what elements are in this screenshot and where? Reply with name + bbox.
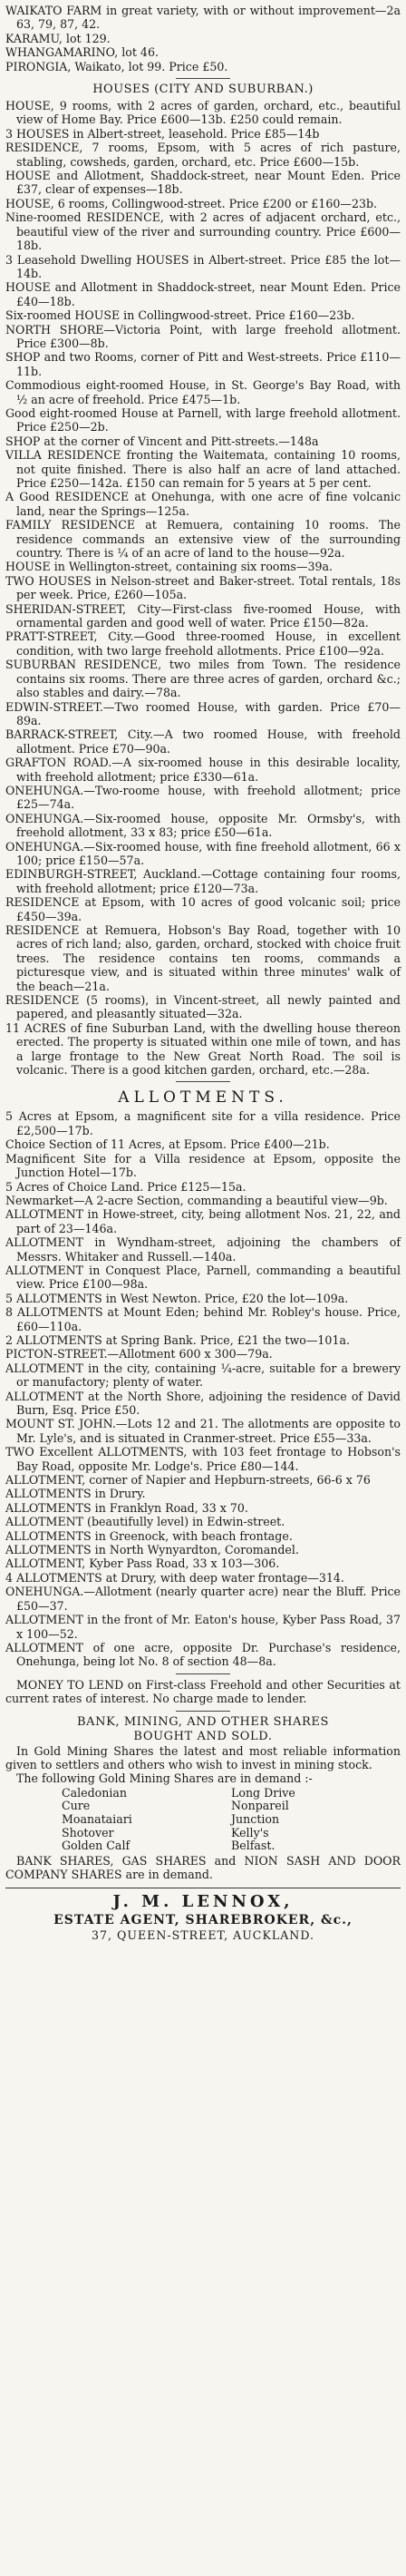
mine-name: Long Drive bbox=[231, 1785, 295, 1800]
list-item: A Good RESIDENCE at Onehunga, with one acre of fine volcanic land, near the Springs—125a. bbox=[5, 490, 401, 518]
list-item: ALLOTMENT, corner of Napier and Hepburn-streets, 66-6 x 76 bbox=[5, 1473, 371, 1488]
divider bbox=[176, 78, 230, 79]
list-item: Good eight-roomed House at Parnell, with large freehold allotment. Price £250—2b. bbox=[5, 405, 401, 434]
agent-address: 37, QUEEN-STREET, AUCKLAND. bbox=[92, 1927, 314, 1942]
list-item: RESIDENCE at Epsom, with 10 acres of good volcanic soil; price £450—39a. bbox=[5, 895, 401, 923]
list-item: PRATT-STREET, City.—Good three-roomed House, in excellent condition, with two large freehold allotments. Price £100—92a. bbox=[5, 629, 401, 658]
list-item: 4 ALLOTMENTS at Drury, with deep water frontage—314. bbox=[5, 1570, 344, 1585]
agent-title: ESTATE AGENT, SHAREBROKER, &c., bbox=[53, 1912, 353, 1927]
list-item: ONEHUNGA.—Six-roomed house, with fine freehold allotment, 66 x 100; price £150—57a. bbox=[5, 839, 401, 867]
list-item: RESIDENCE, 7 rooms, Epsom, with 5 acres of rich pasture, stabling, cowsheds, garden, orchard, etc. Price £600—15b. bbox=[5, 141, 401, 169]
mine-name: Kelly's bbox=[231, 1825, 269, 1839]
list-item: HOUSE, 6 rooms, Collingwood-street. Price £200 or £160—23b. bbox=[5, 196, 378, 210]
mine-name: Nonpareil bbox=[231, 1799, 289, 1813]
list-item: ALLOTMENT in Wyndham-street, adjoining the chambers of Messrs. Whitaker and Russell.—140a. bbox=[5, 1235, 401, 1264]
shares-heading: BANK, MINING, AND OTHER SHARES bbox=[76, 1714, 330, 1729]
list-item: RESIDENCE (5 rooms), in Vincent-street, all newly painted and papered, and pleasantly situated—32a. bbox=[5, 993, 401, 1021]
list-item: VILLA RESIDENCE fronting the Waitemata, containing 10 rooms, not quite finished. There is also half an acre of land attached. Price £250—142a. £150 can remain for 5 years at 5 per cent. bbox=[5, 448, 401, 490]
allotments-list bbox=[5, 1109, 401, 1668]
divider bbox=[176, 1673, 230, 1674]
list-item: WAIKATO FARM in great variety, with or without improvement—2a 63, 79, 87, 42. bbox=[5, 4, 401, 32]
list-item: ONEHUNGA.—Allotment (nearly quarter acre) near the Bluff. Price £50—37. bbox=[5, 1585, 401, 1613]
list-item: ALLOTMENT (beautifully level) in Edwin-street. bbox=[5, 1515, 285, 1529]
list-item: EDINBURGH-STREET, Auckland.—Cottage containing four rooms, with freehold allotment; price £120—73a. bbox=[5, 867, 401, 895]
list-item: TWO HOUSES in Nelson-street and Baker-street. Total rentals, 18s per week. Price, £260—105a. bbox=[5, 573, 401, 602]
list-item: HOUSE and Allotment in Shaddock-street, near Mount Eden. Price £40—18b. bbox=[5, 280, 401, 308]
list-item: BARRACK-STREET, City.—A two roomed House, with freehold allotment. Price £70—90a. bbox=[5, 727, 401, 756]
list-item: ALLOTMENT in the city, containing ¼-acre, suitable for a brewery or manufactory; plenty of water. bbox=[5, 1361, 401, 1390]
shares-subheading: BOUGHT AND SOLD. bbox=[133, 1729, 273, 1743]
list-item: HOUSE and Allotment, Shaddock-street, near Mount Eden. Price £37, clear of expenses—18b. bbox=[5, 169, 401, 197]
houses-list bbox=[5, 99, 401, 1077]
list-item: Choice Section of 11 Acres, at Epsom. Price £400—21b. bbox=[5, 1137, 330, 1152]
list-item: ALLOTMENT, Kyber Pass Road, 33 x 103—306. bbox=[5, 1556, 280, 1571]
list-item: 5 ALLOTMENTS in West Newton. Price, £20 the lot—109a. bbox=[5, 1291, 349, 1305]
advertisement-column bbox=[5, 4, 401, 1943]
list-item: ALLOTMENTS in Greenock, with beach frontage. bbox=[5, 1528, 293, 1543]
money-to-lend-notice: MONEY TO LEND on First-class Freehold and other Securities at current rates of interest. No charge made to lender. bbox=[5, 1677, 401, 1706]
mine-name: Cure bbox=[62, 1799, 91, 1813]
mine-name: Belfast. bbox=[231, 1839, 276, 1853]
list-item: PIRONGIA, Waikato, lot 99. Price £50. bbox=[5, 59, 228, 73]
mine-name: Junction bbox=[231, 1811, 280, 1826]
list-item: Nine-roomed RESIDENCE, with 2 acres of adjacent orchard, etc., beautiful view of the river and surrounding country. Price £600—18b. bbox=[5, 210, 401, 253]
list-item: RESIDENCE at Remuera, Hobson's Bay Road, together with 10 acres of rich land; also, garden, orchard, stocked with choice fruit trees. The residence contains ten rooms, commands a picturesque view, and is situated within three minutes' walk of the beach—21a. bbox=[5, 923, 401, 993]
list-item: SHERIDAN-STREET, City—First-class five-roomed House, with ornamental garden and good well of water. Price £150—82a. bbox=[5, 601, 401, 630]
list-item: Commodious eight-roomed House, in St. George's Bay Road, with ½ an acre of freehold. Price £475—1b. bbox=[5, 378, 401, 406]
list-item: ALLOTMENT in Howe-street, city, being allotment Nos. 21, 22, and part of 23—146a. bbox=[5, 1207, 401, 1235]
list-item: 3 Leasehold Dwelling HOUSES in Albert-street. Price £85 the lot—14b. bbox=[5, 252, 401, 280]
mines-table bbox=[5, 1787, 401, 1853]
list-item: 5 Acres of Choice Land. Price £125—15a. bbox=[5, 1179, 246, 1194]
allotments-heading: ALLOTMENTS. bbox=[118, 1088, 288, 1107]
list-item: GRAFTON ROAD.—A six-roomed house in this desirable locality, with freehold allotment; price £330—61a. bbox=[5, 756, 401, 784]
list-item: 8 ALLOTMENTS at Mount Eden; behind Mr. Robley's house. Price, £60—110a. bbox=[5, 1305, 401, 1333]
mine-name: Caledonian bbox=[62, 1785, 128, 1800]
shares-demand-line: The following Gold Mining Shares are in demand :- bbox=[16, 1771, 313, 1786]
list-item: MOUNT ST. JOHN.—Lots 12 and 21. The allotments are opposite to Mr. Lyle's, and is situated in Cranmer-street. Price £55—33a. bbox=[5, 1417, 401, 1445]
list-item: WHANGAMARINO, lot 46. bbox=[5, 45, 159, 60]
list-item: TWO Excellent ALLOTMENTS, with 103 feet frontage to Hobson's Bay Road, opposite Mr. Lodge's. Price £80—144. bbox=[5, 1445, 401, 1473]
list-item: ALLOTMENT of one acre, opposite Dr. Purchase's residence, Onehunga, being lot No. 8 of section 48—8a. bbox=[5, 1640, 401, 1669]
list-item: EDWIN-STREET.—Two roomed House, with garden. Price £70—89a. bbox=[5, 699, 401, 727]
list-item: FAMILY RESIDENCE at Remuera, containing 10 rooms. The residence commands an extensive view of the surrounding country. There is ¼ of an acre of land to the house—92a. bbox=[5, 518, 401, 561]
houses-heading: HOUSES (CITY AND SUBURBAN.) bbox=[92, 83, 314, 97]
mine-name: Moanataiari bbox=[62, 1811, 132, 1826]
list-item: 3 HOUSES in Albert-street, leasehold. Price £85—14b bbox=[5, 126, 320, 141]
list-item: SHOP at the corner of Vincent and Pitt-streets.—148a bbox=[5, 434, 319, 448]
list-item: HOUSE, 9 rooms, with 2 acres of garden, orchard, etc., beautiful view of Home Bay. Price £600—13b. £250 could remain. bbox=[5, 99, 401, 127]
agent-name: J. M. LENNOX, bbox=[112, 1891, 294, 1911]
farms-list bbox=[5, 4, 401, 73]
list-item: HOUSE in Wellington-street, containing six rooms—39a. bbox=[5, 560, 334, 574]
list-item: Magnificent Site for a Villa residence at Epsom, opposite the Junction Hotel—17b. bbox=[5, 1151, 401, 1180]
shares-intro: In Gold Mining Shares the latest and most reliable information given to settlers and others who wish to invest in mining stock. bbox=[5, 1743, 401, 1771]
list-item: 11 ACRES of fine Suburban Land, with the dwelling house thereon erected. The property is situated within one mile of town, and has a large frontage to the New Great North Road. The soil is volcanic. There is a good kitchen garden, orchard, etc.—28a. bbox=[5, 1020, 401, 1078]
list-item: KARAMU, lot 129. bbox=[5, 31, 111, 45]
mine-name: Shotover bbox=[62, 1825, 114, 1839]
list-item: ONEHUNGA.—Two-roome house, with freehold allotment; price £25—74a. bbox=[5, 783, 401, 812]
list-item: SUBURBAN RESIDENCE, two miles from Town. The residence contains six rooms. There are three acres of garden, orchard &c.; also stables and dairy.—78a. bbox=[5, 658, 401, 700]
list-item: 2 ALLOTMENTS at Spring Bank. Price, £21 the two—101a. bbox=[5, 1332, 350, 1347]
list-item: Six-roomed HOUSE in Collingwood-street. Price £160—23b. bbox=[5, 308, 355, 323]
list-item: SHOP and two Rooms, corner of Pitt and West-streets. Price £110—11b. bbox=[5, 350, 401, 378]
list-item: ALLOTMENT at the North Shore, adjoining the residence of David Burn, Esq. Price £50. bbox=[5, 1389, 401, 1417]
list-item: ONEHUNGA.—Six-roomed house, opposite Mr. Ormsby's, with freehold allotment, 33 x 83; price £50—61a. bbox=[5, 811, 401, 840]
list-item: ALLOTMENT in the front of Mr. Eaton's house, Kyber Pass Road, 37 x 100—52. bbox=[5, 1613, 401, 1641]
divider bbox=[176, 1711, 230, 1712]
list-item: PICTON-STREET.—Allotment 600 x 300—79a. bbox=[5, 1347, 273, 1361]
list-item: Newmarket—A 2-acre Section, commanding a beautiful view—9b. bbox=[5, 1193, 388, 1207]
list-item: ALLOTMENT in Conquest Place, Parnell, commanding a beautiful view. Price £100—98a. bbox=[5, 1263, 401, 1292]
list-item: ALLOTMENTS in Franklyn Road, 33 x 70. bbox=[5, 1500, 248, 1515]
list-item: NORTH SHORE—Victoria Point, with large freehold allotment. Price £300—8b. bbox=[5, 322, 401, 350]
list-item: 5 Acres at Epsom, a magnificent site for a villa residence. Price £2,500—17b. bbox=[5, 1109, 401, 1137]
divider bbox=[176, 1081, 230, 1082]
shares-demand-note: BANK SHARES, GAS SHARES and NION SASH AND DOOR COMPANY SHARES are in demand. bbox=[5, 1853, 401, 1882]
list-item: ALLOTMENTS in North Wynyardton, Coromandel. bbox=[5, 1543, 299, 1557]
mine-name: Golden Calf bbox=[62, 1839, 130, 1853]
list-item: ALLOTMENTS in Drury. bbox=[5, 1487, 146, 1501]
